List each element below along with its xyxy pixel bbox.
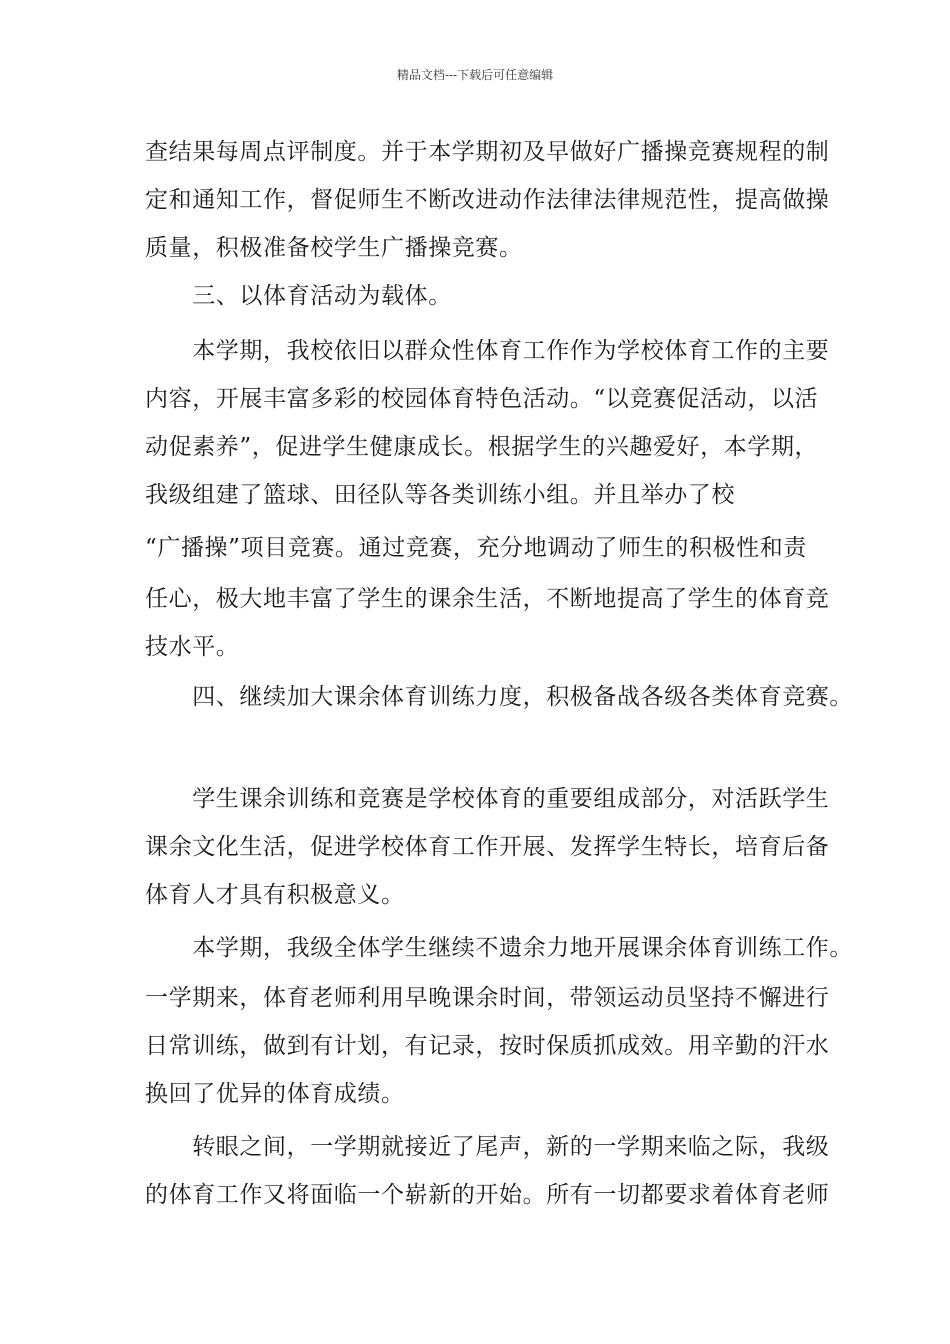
text-line: 学生课余训练和竞赛是学校体育的重要组成部分，对活跃学生 [145,786,830,812]
text-line: 内容，开展丰富多彩的校园体育特色活动。“以竞赛促活动，以活 [145,386,819,412]
text-line: 体育人才具有积极意义。 [145,882,405,908]
text-line: 四、继续加大课余体育训练力度，积极备战各级各类体育竞赛。 [145,684,853,710]
text-line: 动促素养”，促进学生健康成长。根据学生的兴趣爱好，本学期， [145,434,819,460]
text-line: 我级组建了篮球、田径队等各类训练小组。并且举办了校 [145,482,735,508]
text-line: 日常训练，做到有计划，有记录，按时保质抓成效。用辛勤的汗水 [145,1033,830,1059]
text-line: 课余文化生活，促进学校体育工作开展、发挥学生特长，培育后备 [145,834,830,860]
text-line: 本学期，我校依旧以群众性体育工作作为学校体育工作的主要 [145,338,830,364]
text-line: 查结果每周点评制度。并于本学期初及早做好广播操竞赛规程的制 [145,139,830,165]
text-line: 一学期来，体育老师利用早晚课余时间，带领运动员坚持不懈进行 [145,985,830,1011]
text-line: 的体育工作又将面临一个崭新的开始。所有一切都要求着体育老师 [145,1182,830,1208]
text-line: 技水平。 [145,634,240,660]
text-line: 定和通知工作，督促师生不断改进动作法律法律规范性，提高做操 [145,187,830,213]
text-line: 质量，积极准备校学生广播操竞赛。 [145,235,523,261]
text-line: 本学期，我级全体学生继续不遗余力地开展课余体育训练工作。 [145,935,853,961]
text-line: 转眼之间，一学期就接近了尾声，新的一学期来临之际，我级 [145,1134,830,1160]
page-header: 精品文档---下载后可任意编辑 [396,68,554,82]
text-line: 任心，极大地丰富了学生的课余生活，不断地提高了学生的体育竞 [145,586,830,612]
text-line: 换回了优异的体育成绩。 [145,1081,405,1107]
text-line: 三、以体育活动为载体。 [145,283,452,309]
text-line: “广播操”项目竞赛。通过竞赛，充分地调动了师生的积极性和责 [145,535,807,561]
